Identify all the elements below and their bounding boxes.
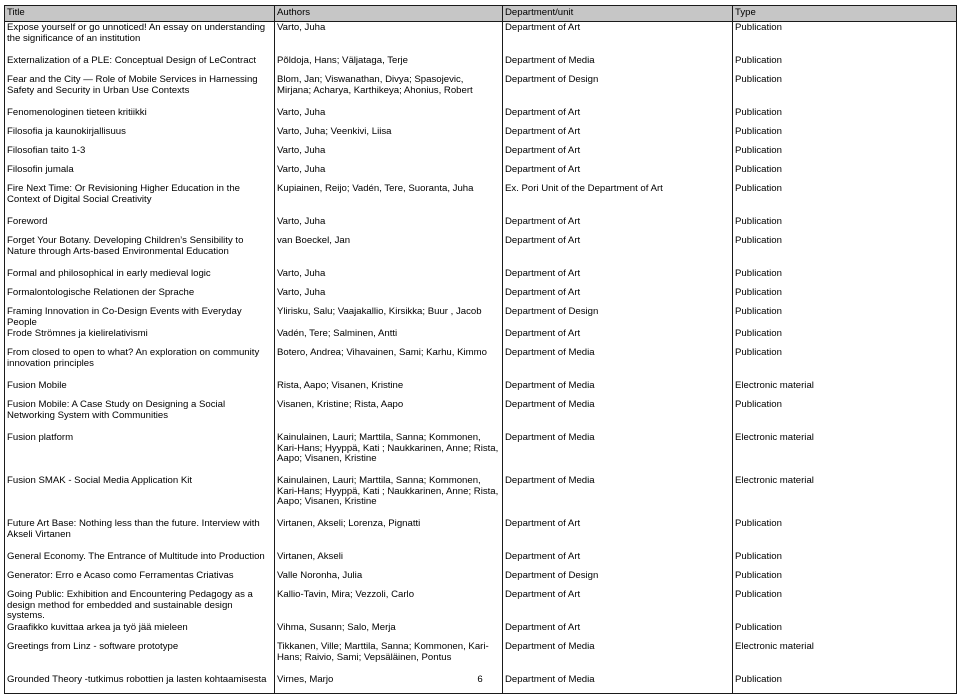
- document-page: [4, 5, 956, 694]
- cell-title: Filosofia ja kaunokirjallisuus: [5, 126, 275, 145]
- cell-type: Publication: [733, 235, 957, 268]
- table-row: [5, 145, 957, 164]
- cell-authors: Varto, Juha; Veenkivi, Liisa: [275, 126, 503, 145]
- cell-title: Graafikko kuvittaa arkea ja työ jää mieleen: [5, 622, 275, 641]
- cell-department: Department of Art: [503, 518, 733, 551]
- cell-department: Department of Media: [503, 432, 733, 475]
- table-row: [5, 107, 957, 126]
- cell-type: Electronic material: [733, 475, 957, 518]
- cell-department: Department of Art: [503, 622, 733, 641]
- cell-department: Department of Media: [503, 475, 733, 518]
- table-body: [5, 22, 957, 694]
- table-row: [5, 432, 957, 475]
- cell-type: Electronic material: [733, 380, 957, 399]
- cell-title: Expose yourself or go unnoticed! An essay on understanding the significance of an institution: [5, 22, 275, 56]
- cell-authors: Botero, Andrea; Vihavainen, Sami; Karhu, Kimmo: [275, 347, 503, 380]
- records-table: [4, 5, 957, 694]
- header-row: [5, 6, 957, 22]
- cell-title: Fire Next Time: Or Revisioning Higher Education in the Context of Digital Social Creativity: [5, 183, 275, 216]
- cell-type: Publication: [733, 164, 957, 183]
- cell-type: Publication: [733, 518, 957, 551]
- cell-type: Publication: [733, 399, 957, 432]
- table-row: [5, 183, 957, 216]
- cell-authors: Varto, Juha: [275, 145, 503, 164]
- header-department: Department/unit: [503, 6, 733, 22]
- cell-type: Publication: [733, 22, 957, 56]
- cell-department: Department of Design: [503, 74, 733, 107]
- cell-title: Fusion platform: [5, 432, 275, 475]
- table-row: [5, 347, 957, 380]
- cell-department: Department of Art: [503, 328, 733, 347]
- cell-authors: Kainulainen, Lauri; Marttila, Sanna; Kommonen, Kari-Hans; Hyyppä, Kati ; Naukkarinen, Anne; Rista, Aapo; Visanen, Kristine: [275, 432, 503, 475]
- cell-type: Publication: [733, 328, 957, 347]
- table-row: [5, 306, 957, 328]
- cell-authors: Varto, Juha: [275, 216, 503, 235]
- cell-department: Department of Art: [503, 287, 733, 306]
- cell-department: Department of Media: [503, 641, 733, 674]
- cell-title: Going Public: Exhibition and Encountering Pedagogy as a design method for embedded and sustainable design systems.: [5, 589, 275, 622]
- page-number: 6: [477, 674, 483, 685]
- cell-title: Forget Your Botany. Developing Children’s Sensibility to Nature through Arts-based Environmental Education: [5, 235, 275, 268]
- cell-department: Department of Design: [503, 570, 733, 589]
- cell-authors: Virtanen, Akseli; Lorenza, Pignatti: [275, 518, 503, 551]
- cell-type: Publication: [733, 145, 957, 164]
- cell-department: Department of Art: [503, 107, 733, 126]
- cell-authors: Kupiainen, Reijo; Vadén, Tere, Suoranta, Juha: [275, 183, 503, 216]
- cell-type: Publication: [733, 126, 957, 145]
- cell-title: Fusion Mobile: A Case Study on Designing a Social Networking System with Communities: [5, 399, 275, 432]
- cell-department: Department of Media: [503, 674, 733, 694]
- cell-department: Department of Art: [503, 164, 733, 183]
- cell-title: Formalontologische Relationen der Sprache: [5, 287, 275, 306]
- cell-type: Electronic material: [733, 432, 957, 475]
- cell-authors: Varto, Juha: [275, 107, 503, 126]
- cell-authors: Varto, Juha: [275, 22, 503, 56]
- cell-department: Department of Art: [503, 235, 733, 268]
- header-title: Title: [5, 6, 275, 22]
- table-row: [5, 380, 957, 399]
- cell-department: Department of Media: [503, 399, 733, 432]
- cell-type: Publication: [733, 216, 957, 235]
- cell-title: Greetings from Linz - software prototype: [5, 641, 275, 674]
- header-authors: Authors: [275, 6, 503, 22]
- cell-department: Department of Art: [503, 126, 733, 145]
- cell-title: Grounded Theory -tutkimus robottien ja lasten kohtaamisesta: [5, 674, 275, 694]
- cell-title: Generator: Erro e Acaso como Ferramentas Criativas: [5, 570, 275, 589]
- cell-type: Publication: [733, 306, 957, 328]
- table-row: [5, 328, 957, 347]
- cell-department: Department of Art: [503, 145, 733, 164]
- cell-title: Future Art Base: Nothing less than the future. Interview with Akseli Virtanen: [5, 518, 275, 551]
- cell-department: Department of Art: [503, 268, 733, 287]
- cell-type: Publication: [733, 268, 957, 287]
- cell-type: Electronic material: [733, 641, 957, 674]
- table-row: [5, 268, 957, 287]
- cell-type: Publication: [733, 674, 957, 694]
- cell-authors: Virnes, Marjo: [275, 674, 503, 694]
- cell-title: Externalization of a PLE: Conceptual Design of LeContract: [5, 55, 275, 74]
- cell-department: Department of Art: [503, 22, 733, 56]
- cell-type: Publication: [733, 55, 957, 74]
- cell-department: Ex. Pori Unit of the Department of Art: [503, 183, 733, 216]
- table-row: [5, 475, 957, 518]
- cell-title: Filosofian taito 1-3: [5, 145, 275, 164]
- cell-title: Fenomenologinen tieteen kritiikki: [5, 107, 275, 126]
- cell-title: Framing Innovation in Co-Design Events with Everyday People: [5, 306, 275, 328]
- cell-type: Publication: [733, 287, 957, 306]
- cell-authors: Kainulainen, Lauri; Marttila, Sanna; Kommonen, Kari-Hans; Hyyppä, Kati ; Naukkarinen, Anne; Rista, Aapo; Visanen, Kristine: [275, 475, 503, 518]
- cell-department: Department of Media: [503, 347, 733, 380]
- cell-department: Department of Media: [503, 380, 733, 399]
- cell-title: Foreword: [5, 216, 275, 235]
- table-row: [5, 216, 957, 235]
- cell-type: Publication: [733, 183, 957, 216]
- cell-authors: Virtanen, Akseli: [275, 551, 503, 570]
- cell-title: Fusion SMAK - Social Media Application Kit: [5, 475, 275, 518]
- cell-type: Publication: [733, 570, 957, 589]
- cell-authors: Vadén, Tere; Salminen, Antti: [275, 328, 503, 347]
- header-type: Type: [733, 6, 957, 22]
- table-row: [5, 287, 957, 306]
- cell-type: Publication: [733, 107, 957, 126]
- cell-authors: van Boeckel, Jan: [275, 235, 503, 268]
- cell-department: Department of Art: [503, 589, 733, 622]
- table-row: [5, 518, 957, 551]
- table-row: [5, 74, 957, 107]
- cell-department: Department of Art: [503, 216, 733, 235]
- cell-title: General Economy. The Entrance of Multitude into Production: [5, 551, 275, 570]
- cell-authors: Põldoja, Hans; Väljataga, Terje: [275, 55, 503, 74]
- cell-authors: Varto, Juha: [275, 164, 503, 183]
- table-row: [5, 570, 957, 589]
- cell-title: Fear and the City — Role of Mobile Services in Harnessing Safety and Security in Urban Use Contexts: [5, 74, 275, 107]
- cell-department: Department of Media: [503, 55, 733, 74]
- cell-title: Filosofin jumala: [5, 164, 275, 183]
- cell-department: Department of Design: [503, 306, 733, 328]
- table-row: [5, 22, 957, 56]
- cell-authors: Tikkanen, Ville; Marttila, Sanna; Kommonen, Kari-Hans; Raivio, Sami; Vepsäläinen, Pontus: [275, 641, 503, 674]
- cell-title: Formal and philosophical in early medieval logic: [5, 268, 275, 287]
- cell-authors: Visanen, Kristine; Rista, Aapo: [275, 399, 503, 432]
- cell-title: From closed to open to what? An exploration on community innovation principles: [5, 347, 275, 380]
- cell-authors: Varto, Juha: [275, 287, 503, 306]
- cell-type: Publication: [733, 74, 957, 107]
- cell-authors: Kallio-Tavin, Mira; Vezzoli, Carlo: [275, 589, 503, 622]
- table-row: [5, 55, 957, 74]
- cell-authors: Blom, Jan; Viswanathan, Divya; Spasojevic, Mirjana; Acharya, Karthikeya; Ahonius, Robert: [275, 74, 503, 107]
- table-row: [5, 551, 957, 570]
- cell-authors: Valle Noronha, Julia: [275, 570, 503, 589]
- table-row: [5, 399, 957, 432]
- cell-authors: Vihma, Susann; Salo, Merja: [275, 622, 503, 641]
- cell-type: Publication: [733, 551, 957, 570]
- table-row: [5, 589, 957, 622]
- cell-authors: Rista, Aapo; Visanen, Kristine: [275, 380, 503, 399]
- table-row: [5, 164, 957, 183]
- cell-type: Publication: [733, 347, 957, 380]
- cell-title: Frode Strömnes ja kielirelativismi: [5, 328, 275, 347]
- cell-department: Department of Art: [503, 551, 733, 570]
- table-row: [5, 622, 957, 641]
- cell-type: Publication: [733, 622, 957, 641]
- cell-title: Fusion Mobile: [5, 380, 275, 399]
- cell-authors: Ylirisku, Salu; Vaajakallio, Kirsikka; Buur , Jacob: [275, 306, 503, 328]
- table-row: [5, 235, 957, 268]
- cell-type: Publication: [733, 589, 957, 622]
- table-row: [5, 126, 957, 145]
- cell-authors: Varto, Juha: [275, 268, 503, 287]
- table-row: [5, 641, 957, 674]
